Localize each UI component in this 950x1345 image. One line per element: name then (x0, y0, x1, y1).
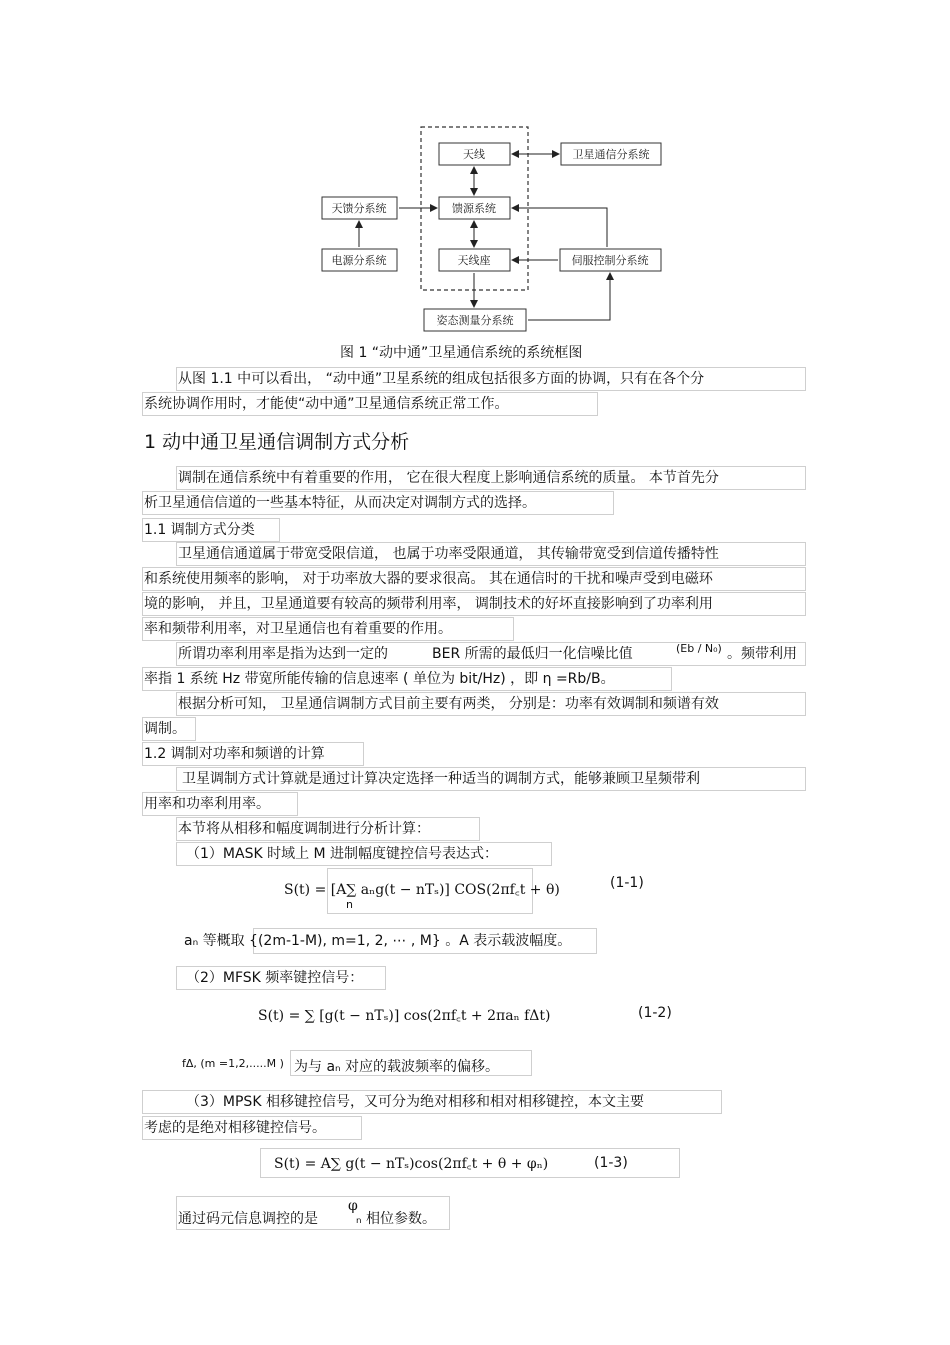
node-power (322, 249, 397, 271)
s11-p2-line1a: 所谓功率利用率是指为达到一定的 (178, 646, 388, 662)
node-attitude-label: 姿态测量分系统 (436, 314, 514, 327)
s11-p1-line3: 境的影响， 并且，卫星通道要有较高的频带利用率， 调制技术的好坏直接影响到了功率利用 (144, 596, 713, 612)
equation-1-2: S(t) = ∑ [g(t − nTₛ)] cos(2πf꜀t + 2πaₙ fΔt) (258, 1008, 551, 1024)
node-servo-label: 伺服控制分系统 (571, 254, 649, 267)
section-1-2-heading: 1.2 调制对功率和频谱的计算 (144, 746, 325, 762)
equation-1-3: S(t) = A∑ g(t − nTₛ)cos(2πf꜀t + θ + φₙ) (274, 1156, 549, 1172)
node-servo-control (560, 249, 661, 271)
equation-1-2-number: (1-2) (638, 1005, 672, 1021)
node-feeder (322, 197, 397, 219)
node-power-label: 电源分系统 (331, 254, 387, 267)
intro-line1: 从图 1.1 中可以看出， “动中通”卫星系统的组成包括很多方面的协调，只有在各个分 (178, 371, 705, 387)
arrow-attitude-servo (528, 273, 610, 320)
node-antenna (439, 143, 510, 165)
node-attitude (424, 309, 526, 331)
arrow-servo-feed (512, 208, 607, 247)
section-1-1-heading: 1.1 调制方式分类 (144, 522, 255, 538)
mpsk-line2: 考虑的是绝对相移键控信号。 (144, 1120, 326, 1136)
node-mount-label: 天线座 (457, 254, 491, 267)
s12-p1-line1: 卫星调制方式计算就是通过计算决定选择一种适当的调制方式，能够兼顾卫星频带利 (182, 771, 700, 787)
equation-1-1: S(t) = [A∑ aₙg(t − nTₛ)] COS(2πf꜀t + θ) (284, 882, 560, 898)
s12-p1-line2: 用率和功率利用率。 (144, 796, 270, 812)
equation-1-3-note-tail: ₙ 相位参数。 (356, 1211, 437, 1227)
figure-caption: 图 1 “动中通”卫星通信系统的系统框图 (340, 345, 583, 361)
s11-p1-line1: 卫星通信通道属于带宽受限信道， 也属于功率受限通道， 其传输带宽受到信道传播特性 (178, 546, 719, 562)
s12-p2: 本节将从相移和幅度调制进行分析计算： (178, 821, 430, 837)
equation-1-1-number: (1-1) (610, 875, 644, 891)
equation-1-3-note: 通过码元信息调控的是 (178, 1211, 318, 1227)
node-antenna-label: 天线 (463, 148, 485, 161)
node-feed-label: 馈源系统 (452, 202, 496, 215)
equation-1-2-note-symbol: fΔ, (m =1,2,.....M ) (182, 1057, 284, 1070)
eb-n0-ratio: (Eb / N₀) (676, 642, 722, 655)
s1-p1-line1: 调制在通信系统中有着重要的作用， 它在很大程度上影响通信系统的质量。 本节首先分 (178, 470, 719, 486)
node-sat-comm-label: 卫星通信分系统 (572, 148, 650, 161)
node-feeder-label: 天馈分系统 (331, 202, 387, 215)
s11-p1-line4: 率和频带利用率，对卫星通信也有着重要的作用。 (144, 621, 452, 637)
node-feed-system (439, 197, 510, 219)
node-satellite-comm (561, 143, 661, 165)
s1-p1-line2: 析卫星通信信道的一些基本特征，从而决定对调制方式的选择。 (144, 495, 536, 511)
mpsk-line1: （3）MPSK 相移键控信号，又可分为绝对相移和相对相移键控，本文主要 (186, 1094, 644, 1110)
s11-p2-line2: 率指 1 系统 Hz 带宽所能传输的信息速率 ( 单位为 bit/Hz) ，即 η =Rb/B。 (144, 671, 615, 687)
equation-1-3-number: (1-3) (594, 1155, 628, 1171)
phi-symbol: φ (348, 1198, 358, 1214)
s11-p2-line1b: BER 所需的最低归一化信噪比值 (432, 646, 633, 662)
s11-p1-line2: 和系统使用频率的影响， 对于功率放大器的要求很高。 其在通信时的干扰和噪声受到电磁环 (144, 571, 713, 587)
intro-line2: 系统协调作用时，才能使“动中通”卫星通信系统正常工作。 (144, 396, 509, 412)
mfsk-intro: （2）MFSK 频率键控信号： (186, 970, 364, 986)
system-block-diagram (0, 0, 950, 345)
section-1-heading: 1 动中通卫星通信调制方式分析 (144, 431, 410, 453)
s11-p3-line2: 调制。 (144, 721, 186, 737)
s11-p3-line1: 根据分析可知， 卫星通信调制方式目前主要有两类， 分别是：功率有效调制和频谱有效 (178, 696, 719, 712)
node-antenna-mount (439, 249, 510, 271)
equation-1-2-note: 为与 aₙ 对应的载波频率的偏移。 (294, 1059, 500, 1075)
equation-1-1-note: aₙ 等概取 {(2m-1-M), m=1, 2, ⋯ , M} 。A 表示载波幅度。 (184, 933, 572, 949)
equation-1-1-sum-index: n (346, 898, 353, 911)
s11-p2-line1d: 。频带利用 (727, 646, 797, 662)
mask-intro: （1）MASK 时域上 M 进制幅度键控信号表达式： (186, 846, 499, 862)
